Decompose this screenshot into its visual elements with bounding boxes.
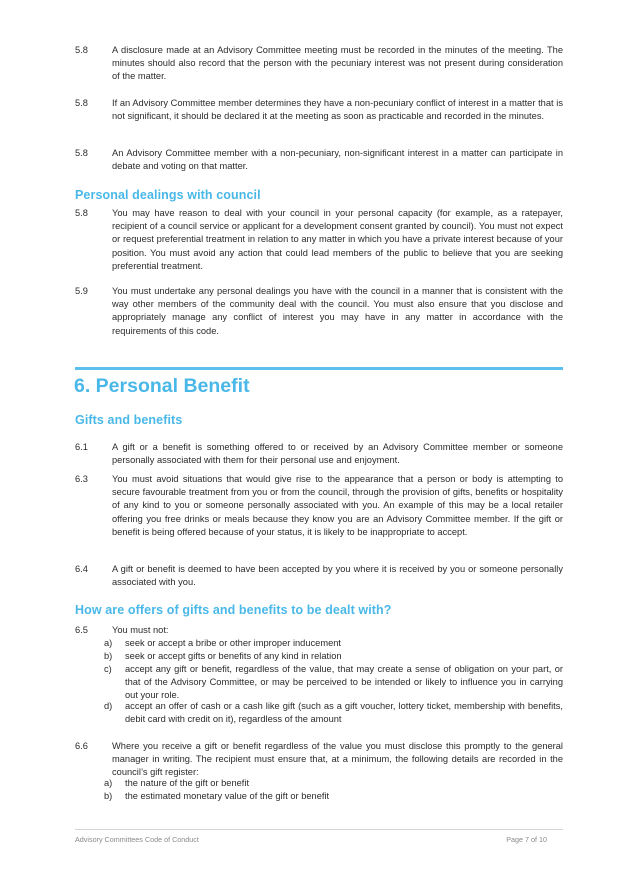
list-text: accept any gift or benefit, regardless of the value, that may create a sense of obligation on your part, or that of the Advisory Committee, or may be perceived to be intended or likely to influence you in carrying out your role. (125, 664, 563, 701)
clause-paragraph (75, 207, 563, 273)
list-text: accept an offer of cash or a cash like gift (such as a gift voucher, lottery ticket, membership with benefits, debit card with credit on it), regardless of the amount (125, 701, 563, 725)
list-item (104, 700, 563, 726)
list-item (104, 790, 563, 803)
list-text: the estimated monetary value of the gift or benefit (125, 791, 330, 801)
clause-number: 5.9 (75, 286, 88, 296)
list-letter: b) (104, 651, 113, 661)
clause-number: 5.8 (75, 148, 88, 158)
clause-paragraph (75, 285, 563, 338)
clause-text: A disclosure made at an Advisory Committee meeting must be recorded in the minutes of the meeting. The minutes should also record that the person with the pecuniary interest was not present during consideration of the matter. (112, 45, 563, 82)
clause-text: You must undertake any personal dealings you have with the council in a manner that is consistent with the way other members of the community deal with the council. You must also ensure that you disclose and appropriately manage any conflict of interest you may have in any matter in accordance with the requirements of this code. (112, 286, 563, 336)
footer-page-number: Page 7 of 10 (506, 835, 547, 844)
clause-number: 5.8 (75, 208, 88, 218)
clause-text: Where you receive a gift or benefit regardless of the value you must disclose this promptly to the general manager in writing. The recipient must ensure that, at a minimum, the following details are recorded in the council’s gift register: (112, 741, 563, 778)
list-letter: c) (104, 664, 112, 674)
clause-paragraph (75, 441, 563, 467)
list-text: the nature of the gift or benefit (125, 778, 250, 788)
list-letter: b) (104, 791, 113, 801)
clause-number: 6.6 (75, 741, 88, 751)
list-item (104, 650, 563, 663)
clause-number: 5.8 (75, 45, 88, 55)
clause-paragraph (75, 147, 563, 173)
list-item (104, 637, 563, 650)
section-title: 6. Personal Benefit (74, 375, 250, 397)
list-letter: a) (104, 638, 113, 648)
offers-heading: How are offers of gifts and benefits to be dealt with? (75, 603, 392, 617)
clause-text: A gift or benefit is deemed to have been accepted by you where it is received by you or someone personally associated with you. (112, 564, 563, 588)
clause-number: 6.1 (75, 442, 88, 452)
clause-paragraph (75, 473, 563, 539)
clause-paragraph (75, 563, 563, 589)
gifts-heading: Gifts and benefits (75, 413, 183, 427)
list-item (104, 777, 563, 790)
list-letter: d) (104, 701, 113, 711)
clause-paragraph (75, 740, 563, 780)
clause-number: 5.8 (75, 98, 88, 108)
footer-doc-title: Advisory Committees Code of Conduct (75, 835, 199, 844)
footer-divider (75, 829, 563, 830)
list-text: seek or accept a bribe or other improper inducement (125, 638, 342, 648)
clause-text: You must avoid situations that would give rise to the appearance that a person or body is attempting to secure favourable treatment from you or from the council, through the provision of gifts, benefits or hospitality of any kind to you or someone personally associated with you. An example of this may be a local retailer offering you free drinks or meals because they know you are an Advisory Committee member. If the gift or benefit is being offered because of your status, it is likely to be inappropriate to accept. (112, 474, 563, 537)
section-divider (75, 367, 563, 370)
clause-text: You must not: (112, 625, 169, 635)
clause-text: You may have reason to deal with your council in your personal capacity (for example, as a ratepayer, recipient of a council service or applicant for a development consent granted by council). You must not expect or request preferential treatment in relation to any matter in which you have a private interest because of your position. You must avoid any action that could lead members of the public to believe that you are seeking preferential treatment. (112, 208, 563, 271)
personal-dealings-heading: Personal dealings with council (75, 188, 261, 202)
clause-text: A gift or a benefit is something offered to or received by an Advisory Committee member or someone personally associated with them for their personal use and enjoyment. (112, 442, 563, 466)
clause-number: 6.5 (75, 625, 88, 635)
list-item (104, 663, 563, 703)
clause-number: 6.3 (75, 474, 88, 484)
clause-text: If an Advisory Committee member determines they have a non-pecuniary conflict of interest in a matter that is not significant, it should be declared it at the meeting as soon as practicable and recorded in the minutes. (112, 98, 563, 122)
clause-paragraph (75, 624, 563, 637)
clause-number: 6.4 (75, 564, 88, 574)
clause-paragraph (75, 44, 563, 84)
list-text: seek or accept gifts or benefits of any kind in relation (125, 651, 342, 661)
list-letter: a) (104, 778, 113, 788)
clause-paragraph (75, 97, 563, 123)
clause-text: An Advisory Committee member with a non-pecuniary, non-significant interest in a matter can participate in debate and voting on that matter. (112, 148, 563, 172)
